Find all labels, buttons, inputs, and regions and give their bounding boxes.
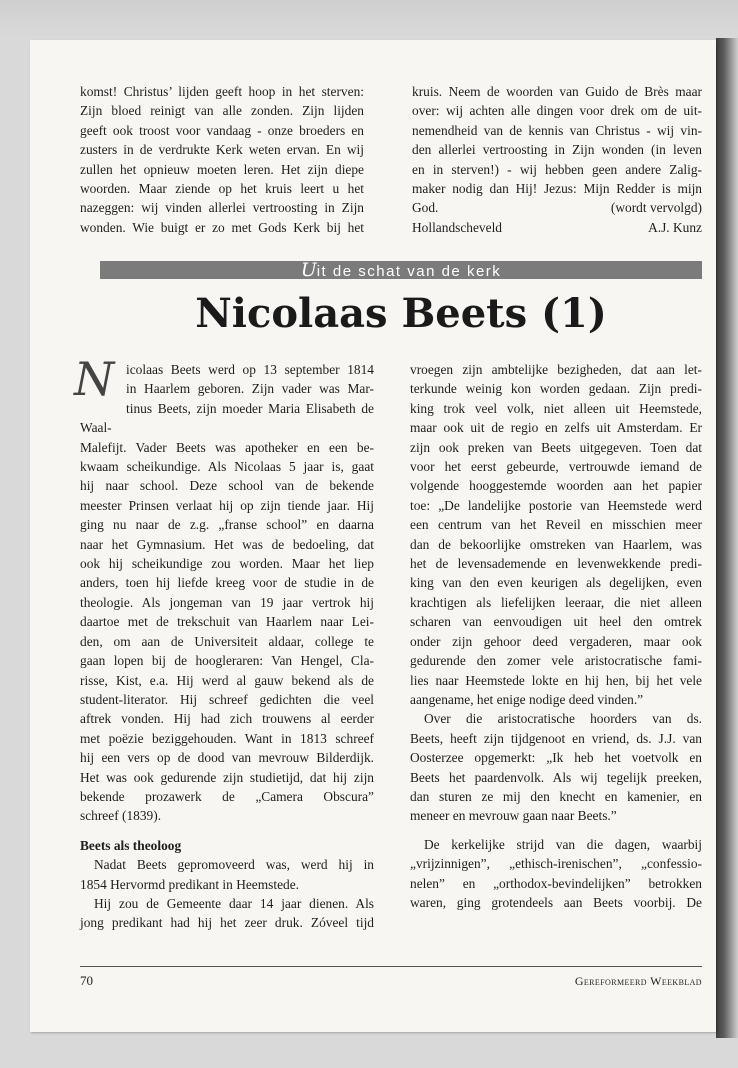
text-line: geeft ook troost voor vandaag - onze broeders en (80, 122, 364, 138)
text-line: wonden. Wie buigt er zo met Gods Kerk bij het (80, 219, 364, 235)
text-line: naar het Gymnasium. Het was de bedoeling, dat (80, 536, 374, 552)
text-line: kruis. Neem de woorden van Guido de Brès maar (412, 84, 702, 99)
text-line: met poëzie beziggehouden. Want in 1813 schreef (80, 730, 374, 746)
text-line: „vrijzinnigen”, „ethisch-irenischen”, „confessio- (410, 856, 702, 872)
text-line: Over die aristocratische hoorders van ds. (424, 711, 702, 727)
text-line: nazeggen: wij vinden allerlei vertroosting in Zijn (80, 200, 364, 216)
page-number: 70 (80, 973, 93, 988)
text-line: in Haarlem geboren. Zijn vader was Mar- (126, 381, 374, 397)
text-line: lies naar Heemstede lokte en hij hen, bij het vele (410, 672, 702, 688)
text-line: ging nu naar de z.g. „franse school” en daarna (80, 517, 374, 533)
signoff-god: God. (412, 200, 439, 216)
text-line: dan sturen ze mij den knecht en kamenier, en (410, 788, 702, 804)
continued-note: (wordt vervolgd) (610, 200, 702, 216)
text-line: meneer en mevrouw gaan naar Beets.” (410, 808, 617, 824)
text-line: schreef (1839). (80, 808, 162, 824)
text-line: het de levensademende en levenwekkende predi- (410, 556, 702, 572)
footer-rule (80, 966, 702, 967)
text-line: terkunde weinig kon worden gedaan. Zijn predi- (410, 381, 702, 397)
text-line: Het was ook gedurende zijn studietijd, dat hij zijn (80, 769, 374, 785)
prev-article-left-column (80, 82, 364, 237)
text-line: gedurende den zomer vele aristocratische fami- (410, 653, 702, 669)
text-line: ook hij scheikundige zou worden. Maar het liep (80, 556, 374, 572)
text-line: De kerkelijke strijd van die dagen, waarbij (424, 836, 702, 852)
magazine-page (30, 40, 716, 1032)
text-line: maker nodig dan Hij! Jezus: Mijn Redder is mijn (412, 181, 702, 197)
text-line: Beets het paardenvolk. Als wij tegelijk preeken, (410, 769, 702, 785)
text-line: dan de bekoorlijke omstreken van Haarlem, was (410, 536, 702, 552)
text-line: en in sterven!) - wij hebben geen andere Zalig- (412, 161, 702, 177)
text-line: tinus Beets, zijn moeder Maria Elisabeth de Waal- (80, 400, 374, 436)
text-line: waren, ging grotendeels aan Beets voorbij. De (410, 894, 702, 910)
text-line: icolaas Beets werd op 13 september 1814 (126, 362, 374, 377)
magazine-name: Gereformeerd Weekblad (574, 974, 702, 988)
article-right-column (410, 360, 702, 912)
text-line: kwaam scheikundige. Als Nicolaas 5 jaar is, gaat (80, 459, 374, 475)
banner-initial: U (300, 259, 317, 281)
text-line: king van den even keurigen als degelijken, even (410, 575, 702, 591)
drop-cap-initial: N (74, 352, 115, 406)
author-place: Hollandscheveld (412, 219, 502, 235)
text-line: volgende hooggestemde woorden aan het papier (410, 478, 702, 494)
text-line: Beets, heeft zijn tijdgenoot en vriend, ds. J.J. van (410, 730, 702, 746)
text-line: vroegen zijn ambtelijke bezigheden, dat aan let- (410, 362, 702, 377)
text-line: Nadat Beets gepromoveerd was, werd hij in (94, 857, 374, 873)
text-line: bekende prozawerk de „Camera Obscura” (80, 788, 374, 804)
text-line: komst! Christus’ lijden geeft hoop in het sterven: (80, 84, 364, 99)
text-line: scharen van eenvoudigen uit heel den omtrek (410, 614, 702, 630)
text-line: jong predikant had hij het zeer druk. Zóveel tijd (80, 915, 374, 931)
prev-article-right-column (412, 82, 702, 237)
text-line: aangename, het enige nodige deed vinden.” (410, 691, 644, 707)
text-line: over: wij achten alle dingen voor drek om de uit- (412, 103, 702, 119)
text-line: maar ook uit de regio en zelfs uit Amsterdam. Er (410, 420, 702, 436)
subheading: Beets als theoloog (80, 837, 182, 853)
text-line: hij naar school. Deze school van de bekende (80, 478, 374, 494)
article-title: Nicolaas Beets (1) (195, 290, 607, 337)
text-line: een centrum van het Reveil en misschien meer (410, 517, 702, 533)
text-line: king trok veel volk, niet alleen uit Heemstede, (410, 400, 702, 416)
scan-background (0, 0, 738, 40)
text-line: theologie. Als jongeman van 19 jaar vertrok hij (80, 594, 374, 610)
text-line: den, om aan de Universiteit aldaar, college te (80, 633, 374, 649)
text-line: zusters in de verdrukte Kerk weten ervan. En wij (80, 142, 364, 158)
text-line: 1854 Hervormd predikant in Heemstede. (80, 876, 300, 892)
text-line: daartoe met de trekschuit van Haarlem naar Lei- (80, 614, 374, 630)
text-line: toe: „De landelijke postorie van Heemstede werd (410, 497, 702, 513)
text-line: gaan lopen bij de hoogleraren: Van Hengel, Cla- (80, 653, 374, 669)
text-line: anders, toen hij liefde kreeg voor de studie in de (80, 575, 374, 591)
text-line: hij een vers op de dood van mevrouw Bilderdijk. (80, 750, 374, 766)
text-line: risse, Kist, e.a. Hij werd al gauw bekend als de (80, 672, 374, 688)
banner-text: it de schat van de kerk (316, 263, 502, 280)
text-line: Hij zou de Gemeente daar 14 jaar dienen. Als (94, 895, 374, 911)
author-name: A.J. Kunz (648, 219, 702, 235)
section-banner (100, 261, 702, 279)
author-line (412, 218, 702, 237)
text-line: Zijn bloed reinigt van alle zonden. Zijn lijden (80, 103, 364, 119)
text-line: nemendheid van de kennis van Christus - wij vin- (412, 122, 702, 138)
text-line: Oosterzee opgemerkt: „Ik heb het voetvolk en (410, 750, 702, 766)
text-line: woorden. Maar ziende op het kruis leert u het (80, 181, 364, 197)
text-line: Malefijt. Vader Beets was apotheker en een be- (80, 439, 374, 455)
text-line: zijn ook preken van Beets uitgegeven. Toen dat (410, 439, 702, 455)
page-edge-shadow (716, 38, 738, 1038)
text-line: meester Prinsen verlaat hij op zijn tiende jaar. Hij (80, 497, 374, 513)
text-line: zullen het opnieuw moeten leren. Het zijn diepe (80, 161, 364, 177)
to-be-continued-line (412, 198, 702, 217)
text-line: student-literator. Hij schreef gedichten die veel (80, 691, 374, 707)
text-line: onder zijn gehoor deed vergaderen, maar ook (410, 633, 702, 649)
text-line: aftrek vonden. Hij had zich trouwens al eerder (80, 711, 374, 727)
text-line: den allerlei vertroosting in Zijn wonden (in leven (412, 142, 702, 158)
text-line: voor het eerst gebeurde, vertrouwde iemand de (410, 459, 702, 475)
text-line: nelen” en „orthodox-bevindelijken” betrokken (410, 875, 702, 891)
article-left-column (74, 352, 374, 933)
text-line: krachtigen als liefelijken leeraar, die niet alleen (410, 594, 702, 610)
